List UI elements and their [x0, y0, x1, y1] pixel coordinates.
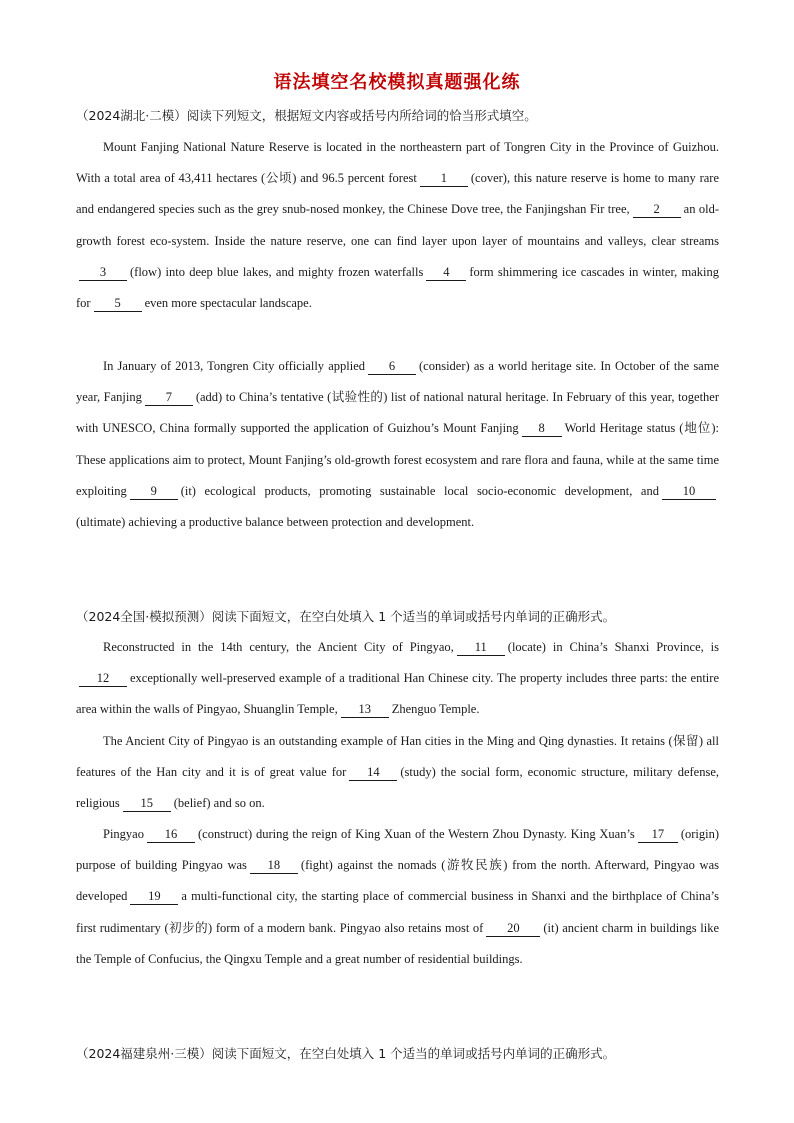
section2-paragraph-3: Pingyao 16 (construct) during the reign of King Xuan of the Western Zhou Dynasty. King Xuan’s 17 (origin) purpose of building Pingyao was 18 (fight) against the nomads (游牧民族) from the north. Afterward, Pingyao was developed 19 a multi-functional city, the starting place of commercial business in Shanxi and the birthplace of China’s first rudimentary (初步的) form of a modern bank. Pingyao also retains most of 20 (it) ancient charm in buildings like the Temple of Confucius, the Qingxu Temple and a great number of residential buildings.	[76, 827, 719, 966]
blank-11[interactable]: 11	[457, 640, 505, 656]
blank-1[interactable]: 1	[420, 171, 468, 187]
blank-9[interactable]: 9	[130, 484, 178, 500]
blank-3[interactable]: 3	[79, 265, 127, 281]
blank-15[interactable]: 15	[123, 796, 171, 812]
blank-6[interactable]: 6	[368, 359, 416, 375]
section2-paragraph-1: Reconstructed in the 14th century, the Ancient City of Pingyao, 11 (locate) in China’s Shanxi Province, is12 exceptionally well-preserved example of a traditional Han Chinese city. The property includes three parts: the entire area within the walls of Pingyao, Shuanglin Temple, 13 Zhenguo Temple.	[76, 640, 719, 717]
blank-2[interactable]: 2	[633, 202, 681, 218]
blank-10[interactable]: 10	[662, 484, 716, 500]
section1-instruction: （2024湖北·二模）阅读下列短文，根据短文内容或括号内所给词的恰当形式填空。	[76, 108, 537, 123]
page-title: 语法填空名校模拟真题强化练	[273, 72, 521, 93]
blank-8[interactable]: 8	[522, 421, 562, 437]
section1-paragraph-2: In January of 2013, Tongren City officially applied 6 (consider) as a world heritage site. In October of the same year, Fanjing 7 (add) to China’s tentative (试验性的) list of national natural heritage. In February of this year, together with UNESCO, China formally supported the application of Guizhou’s Mount Fanjing 8 World Heritage status (地位): These applications aim to protect, Mount Fanjing’s old-growth forest ecosystem and rare flora and fauna, while at the same time exploiting 9 (it) ecological products, promoting sustainable local socio-economic development, and 10(ultimate) achieving a productive balance between protection and development.	[76, 359, 720, 530]
section3-instruction: （2024福建泉州·三模）阅读下面短文，在空白处填入 1 个适当的单词或括号内单词的正确形式。	[76, 1046, 616, 1061]
blank-16[interactable]: 16	[147, 827, 195, 843]
section2-instruction: （2024全国·模拟预测）阅读下面短文，在空白处填入 1 个适当的单词或括号内单词的正确形式。	[76, 609, 616, 624]
blank-14[interactable]: 14	[349, 765, 397, 781]
blank-12[interactable]: 12	[79, 671, 127, 687]
blank-4[interactable]: 4	[426, 265, 466, 281]
blank-19[interactable]: 19	[130, 889, 178, 905]
section2-paragraph-2: The Ancient City of Pingyao is an outstanding example of Han cities in the Ming and Qing dynasties. It retains (保留) all features of the Han city and it is of great value for 14 (study) the social form, economic structure, military defense, religious 15 (belief) and so on.	[76, 734, 719, 811]
section1-paragraph-1: Mount Fanjing National Nature Reserve is located in the northeastern part of Tongren City in the Province of Guizhou. With a total area of 43,411 hectares (公顷) and 96.5 percent forest 1 (cover), this nature reserve is home to many rare and endangered species such as the grey snub-nosed monkey, the Chinese Dove tree, the Fanjingshan Fir tree, 2 an old-growth forest eco-system. Inside the nature reserve, one can find layer upon layer of mountains and valleys, clear streams3 (flow) into deep blue lakes, and mighty frozen waterfalls 4 form shimmering ice cascades in winter, making for 5 even more spectacular landscape.	[76, 140, 720, 311]
blank-7[interactable]: 7	[145, 390, 193, 406]
blank-17[interactable]: 17	[638, 827, 678, 843]
blank-18[interactable]: 18	[250, 858, 298, 874]
blank-13[interactable]: 13	[341, 702, 389, 718]
blank-20[interactable]: 20	[486, 921, 540, 937]
blank-5[interactable]: 5	[94, 296, 142, 312]
